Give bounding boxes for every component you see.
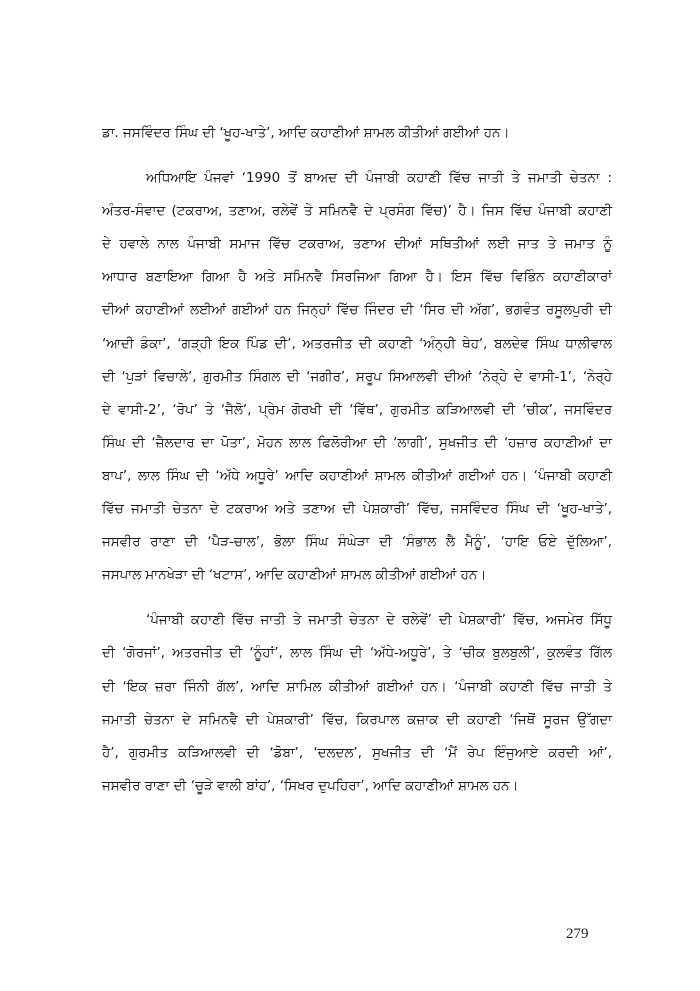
paragraph-1 — [102, 117, 612, 150]
paragraph-2 — [102, 162, 612, 592]
paragraph-gap — [102, 150, 612, 162]
paragraph-line: ਦੇ ਹਵਾਲੇ ਨਾਲ ਪੰਜਾਬੀ ਸਮਾਜ ਵਿੱਚ ਟਕਰਾਅ, ਤਣਾਅ ਦੀਆਂ ਸਥਿਤੀਆਂ ਲਈ ਜਾਤ ਤੇ ਜਮਾਤ ਨੂੰ — [102, 237, 612, 253]
page-body — [102, 117, 612, 803]
paragraph-line: ਆਧਾਰ ਬਣਾਇਆ ਗਿਆ ਹੈ ਅਤੇ ਸਮਿਨਵੈ ਸਿਰਜਿਆ ਗਿਆ ਹੈ। ਇਸ ਵਿੱਚ ਵਿਭਿੰਨ ਕਹਾਣੀਕਾਰਾਂ — [102, 270, 612, 286]
paragraph-line: ਹੈ’, ਗੁਰਮੀਤ ਕੜਿਆਲਵੀ ਦੀ ‘ਡੋਬਾ’, ‘ਦਲਦਲ’, ਸੁਖਜੀਤ ਦੀ ‘ਮੈਂ ਰੇਪ ਇੰਜੁਆਏ ਕਰਦੀ ਆਂ’, — [102, 745, 612, 761]
paragraph-line: ਜਮਾਤੀ ਚੇਤਨਾ ਦੇ ਸਮਿਨਵੈ ਦੀ ਪੇਸ਼ਕਾਰੀ’ ਵਿੱਚ, ਕਿਰਪਾਲ ਕਜ਼ਾਕ ਦੀ ਕਹਾਣੀ ‘ਜਿਥੋਂ ਸੂਰਜ ਉੱਗਦਾ — [102, 712, 612, 728]
paragraph-line: ਡਾ. ਜਸਵਿੰਦਰ ਸਿੰਘ ਦੀ ‘ਖੂਹ-ਖਾਤੇ’, ਆਦਿ ਕਹਾਣੀਆਂ ਸ਼ਾਮਲ ਕੀਤੀਆਂ ਗਈਆਂ ਹਨ। — [102, 126, 510, 141]
paragraph-line: ਜਸਵੀਰ ਰਾਣਾ ਦੀ ‘ਚੂੜੇ ਵਾਲੀ ਬਾਂਹ’, ‘ਸਿਖਰ ਦੁਪਹਿਰਾ’, ਆਦਿ ਕਹਾਣੀਆਂ ਸ਼ਾਮਲ ਹਨ। — [102, 778, 519, 794]
paragraph-line: ‘ਪੰਜਾਬੀ ਕਹਾਣੀ ਵਿੱਚ ਜਾਤੀ ਤੇ ਜਮਾਤੀ ਚੇਤਨਾ ਦੇ ਰਲੇਵੇਂ’ ਦੀ ਪੇਸ਼ਕਾਰੀ’ ਵਿੱਚ, ਅਜਮੇਰ ਸਿੱਧੂ — [146, 613, 612, 629]
paragraph-line: ਦੀ ‘ਪੁੜਾਂ ਵਿਚਾਲੇ’, ਗੁਰਮੀਤ ਸਿੰਗਲ ਦੀ ‘ਜਗੀਰ’, ਸਰੂਪ ਸਿਆਲਵੀ ਦੀਆਂ ‘ਨੇਰ੍ਹੇ ਦੇ ਵਾਸੀ-1’, ‘ਨੇਰ੍ਹੇ — [102, 369, 612, 385]
paragraph-line: ਜਸਵੀਰ ਰਾਣਾ ਦੀ ‘ਪੈੜ-ਚਾਲ’, ਭੋਲਾ ਸਿੰਘ ਸੰਘੇੜਾ ਦੀ ‘ਸੰਭਾਲ ਲੈ ਮੈਨੂੰ’, ‘ਹਾਇ ਓਏ ਦੁੱਲਿਆ’, — [102, 535, 612, 551]
paragraph-line: ‘ਆਦੀ ਡੰਕਾ’, ‘ਗੜ੍ਹੀ ਇਕ ਪਿੰਡ ਦੀ’, ਅਤਰਜੀਤ ਦੀ ਕਹਾਣੀ ‘ਅੰਨ੍ਹੀ ਥੇਹ’, ਬਲਦੇਵ ਸਿੰਘ ਧਾਲੀਵਾਲ — [102, 336, 612, 352]
paragraph-line: ਅੰਤਰ-ਸੰਵਾਦ (ਟਕਰਾਅ, ਤਣਾਅ, ਰਲੇਵੇਂ ਤੇ ਸਮਿਨਵੈ ਦੇ ਪ੍ਰਸੰਗ ਵਿੱਚ)’ ਹੈ। ਜਿਸ ਵਿੱਚ ਪੰਜਾਬੀ ਕਹਾਣੀ — [102, 204, 612, 220]
paragraph-line: ਦੀਆਂ ਕਹਾਣੀਆਂ ਲਈਆਂ ਗਈਆਂ ਹਨ ਜਿਨ੍ਹਾਂ ਵਿੱਚ ਜਿੰਦਰ ਦੀ ‘ਸਿਰ ਦੀ ਅੱਗ’, ਭਗਵੰਤ ਰਸੂਲਪੁਰੀ ਦੀ — [102, 303, 612, 319]
paragraph-line: ਦੀ ‘ਗੋਰਜਾਂ’, ਅਤਰਜੀਤ ਦੀ ‘ਨੂੰਹਾਂ’, ਲਾਲ ਸਿੰਘ ਦੀ ‘ਅੱਧੇ-ਅਧੂਰੇ’, ਤੇ ‘ਚੀਕ ਬੁਲਬੁਲੀ’, ਕੁਲਵੰਤ ਗਿੱਲ — [102, 646, 612, 662]
paragraph-line: ਜਸਪਾਲ ਮਾਨਖੇੜਾ ਦੀ ‘ਖਟਾਸ’, ਆਦਿ ਕਹਾਣੀਆਂ ਸ਼ਾਮਲ ਕੀਤੀਆਂ ਗਈਆਂ ਹਨ। — [102, 568, 487, 584]
paragraph-line: ਦੀ ‘ਇਕ ਜ਼ਰਾ ਜਿੰਨੀ ਗੱਲ’, ਆਦਿ ਸ਼ਾਮਿਲ ਕੀਤੀਆਂ ਗਈਆਂ ਹਨ। ‘ਪੰਜਾਬੀ ਕਹਾਣੀ ਵਿੱਚ ਜਾਤੀ ਤੇ — [102, 679, 612, 695]
paragraph-line: ਅਧਿਆਇ ਪੰਜਵਾਂ ‘1990 ਤੋਂ ਬਾਅਦ ਦੀ ਪੰਜਾਬੀ ਕਹਾਣੀ ਵਿੱਚ ਜਾਤੀ ਤੇ ਜਮਾਤੀ ਚੇਤਨਾ : — [146, 171, 612, 187]
paragraph-3 — [102, 604, 612, 803]
page-number: 279 — [566, 926, 589, 942]
paragraph-line: ਵਿੱਚ ਜਮਾਤੀ ਚੇਤਨਾ ਦੇ ਟਕਰਾਅ ਅਤੇ ਤਣਾਅ ਦੀ ਪੇਸ਼ਕਾਰੀ’ ਵਿੱਚ, ਜਸਵਿੰਦਰ ਸਿੰਘ ਦੀ ‘ਖੂਹ-ਖਾਤੇ’, — [102, 502, 612, 518]
paragraph-line: ਸਿੰਘ ਦੀ ‘ਜ਼ੈਲਦਾਰ ਦਾ ਪੋਤਾ’, ਮੋਹਨ ਲਾਲ ਫਿਲੋਰੀਆ ਦੀ ‘ਲਾਗੀ’, ਸੁਖਜੀਤ ਦੀ ‘ਹਜ਼ਾਰ ਕਹਾਣੀਆਂ ਦਾ — [102, 435, 612, 451]
paragraph-gap — [102, 592, 612, 604]
paragraph-line: ਦੇ ਵਾਸੀ-2’, ‘ਰੋਪ’ ਤੇ ‘ਜੈਲੋ’, ਪ੍ਰੇਮ ਗੋਰਖੀ ਦੀ ‘ਵਿੱਥ’, ਗੁਰਮੀਤ ਕੜਿਆਲਵੀ ਦੀ ‘ਚੀਕ’, ਜਸਵਿੰਦਰ — [102, 402, 612, 418]
paragraph-line: ਬਾਪ’, ਲਾਲ ਸਿੰਘ ਦੀ ‘ਅੱਧੇ ਅਧੂਰੇ’ ਆਦਿ ਕਹਾਣੀਆਂ ਸ਼ਾਮਲ ਕੀਤੀਆਂ ਗਈਆਂ ਹਨ। ‘ਪੰਜਾਬੀ ਕਹਾਣੀ — [102, 468, 612, 484]
